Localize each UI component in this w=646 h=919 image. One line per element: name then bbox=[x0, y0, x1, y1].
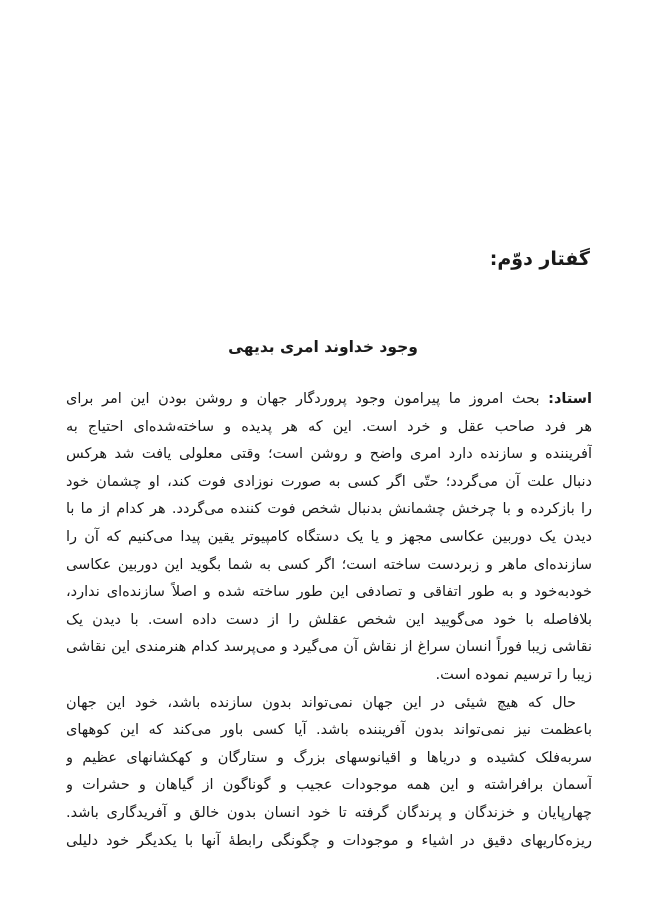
chapter-title: گفتار دوّم: bbox=[489, 248, 590, 270]
text-line: را بازکرده و با چرخش چشمانش بدنبال شخص فوت کننده می‌گردد. هر کدام از ما با bbox=[66, 501, 592, 518]
text-line: باعظمت نیز نمی‌تواند بدون آفریننده باشد. آیا کسی باور می‌کند که این کوههای bbox=[66, 722, 592, 739]
text-line: بلافاصله با خود می‌گویید این شخص عقلش را از دست داده است. با دیدن یک bbox=[66, 611, 592, 628]
text-line: نقاشی زیبا فوراً انسان سراغ از نقاش آن می‌گیرد و می‌پرسد کدام هنرمندی این نقاشی bbox=[66, 639, 592, 656]
text-line: سربه‌فلک کشیده و دریاها و اقیانوسهای بزرگ و ستارگان و کهکشانهای عظیم و bbox=[66, 749, 592, 766]
body-text bbox=[66, 386, 592, 855]
text-line: آفریننده و سازنده دارد امری واضح و روشن است؛ وقتی معلولی یافت شد هرکس bbox=[66, 446, 592, 463]
text-line: دیدن یک دوربین عکاسی مجهز و یا یک دستگاه کامپیوتر یقین پیدا می‌کنیم که آن را bbox=[66, 528, 592, 545]
text-line: دنبال علت آن می‌گردد؛ حتّی اگر کسی به صورت نوزادی فوت کند، او چشمان خود bbox=[66, 473, 592, 490]
text-line: ریزه‌کاریهای دقیق در اشیاء و موجودات و چگونگی رابطهٔ آنها با یکدیگر خود دلیلی bbox=[66, 832, 592, 849]
text-line: هر فرد صاحب عقل و خرد است. این که هر پدیده و ساخته‌شده‌ای احتیاج به bbox=[66, 418, 592, 435]
text-line bbox=[66, 386, 592, 414]
speaker-label: استاد: bbox=[548, 391, 592, 407]
section-title: وجود خداوند امری بدیهی bbox=[228, 338, 418, 356]
text-line: خودبه‌خود و به طور اتفاقی و تصادفی این طور ساخته شده و اصلاً سازنده‌ای ندارد، bbox=[66, 584, 592, 601]
text-line: چهارپایان و خزندگان و پرندگان گرفته تا خود انسان بدون خالق و آفریدگاری باشد. bbox=[66, 804, 592, 821]
text-line: سازنده‌ای ماهر و زبردست ساخته است؛ اگر کسی به شما بگوید این دوربین عکاسی bbox=[66, 556, 592, 573]
text-line: زیبا را ترسیم نموده است. bbox=[435, 666, 592, 683]
text-line-content: بحث امروز ما پیرامون وجود پروردگار جهان و روشن بودن این امر برای bbox=[66, 391, 540, 407]
text-line: حال که هیچ شیئی در این جهان نمی‌تواند بدون سازنده باشد، خود این جهان bbox=[66, 694, 576, 711]
text-line: آسمان برافراشته و این همه موجودات عجیب و گوناگون از گیاهان و حشرات و bbox=[66, 777, 592, 794]
